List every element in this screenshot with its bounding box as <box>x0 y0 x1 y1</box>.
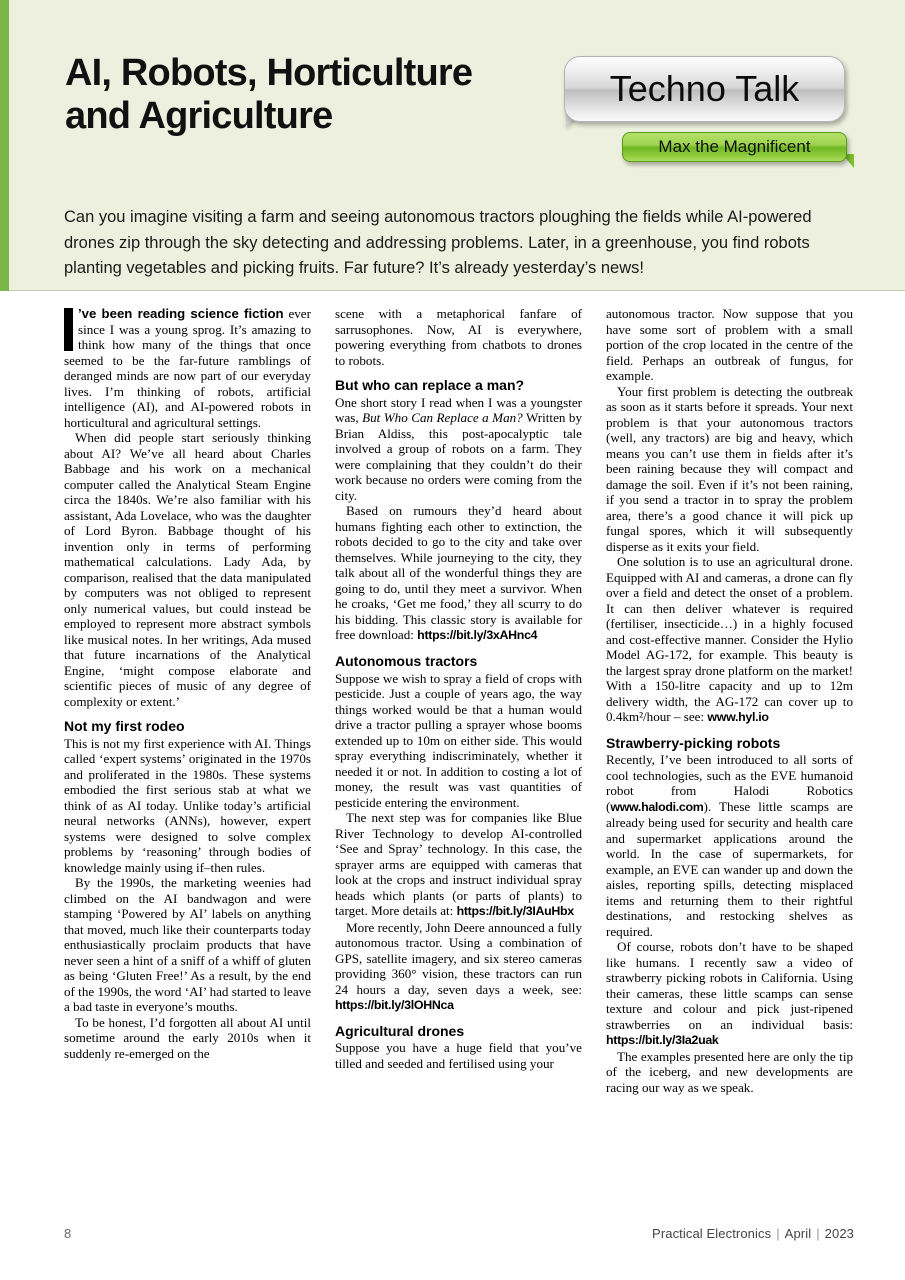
paragraph <box>606 939 853 1049</box>
footer-separator-1: | <box>776 1226 780 1241</box>
techno-talk-logo <box>556 50 852 170</box>
footer-imprint <box>652 1226 854 1241</box>
book-title: But Who Can Replace a Man? <box>362 410 523 426</box>
article-standfirst: Can you imagine visiting a farm and seeing autonomous tractors ploughing the fields while AI-powered drones zip through the sky detecting and addressing problems. Later, in a greenhouse, you find robots planting vegetables and picking fruits. Far future? It’s already yesterday’s news! <box>64 208 812 278</box>
issue-year: 2023 <box>824 1226 854 1241</box>
paragraph-text: ). These little scamps are already being used for security and health care and supermarket applications around the world. In the case of supermarkets, for example, an EVE can wander up and down the aisles, reporting spills, detecting misplaced items and returning them to their rightful destinations, and restocking shelves as required. <box>606 798 853 939</box>
lead-in-text: ’ve been reading science fiction <box>78 306 284 321</box>
paragraph <box>335 503 582 644</box>
paragraph <box>606 554 853 726</box>
article-column-3 <box>606 306 853 1206</box>
paragraph: To be honest, I’d forgotten all about AI until sometime around the early 2010s when it suddenly re-emerged on the <box>64 1014 311 1061</box>
link-bitly-strawberry[interactable]: https://bit.ly/3Ia2uak <box>606 1033 719 1048</box>
paragraph <box>335 810 582 920</box>
drop-cap-icon <box>64 308 73 351</box>
paragraph <box>335 395 582 504</box>
headline-line-1: AI, Robots, Horticulture <box>65 52 473 94</box>
page-spine-lower-mask <box>0 291 9 1280</box>
link-hylio-website[interactable]: www.hyl.io <box>707 710 769 724</box>
footer-separator-2: | <box>816 1226 820 1241</box>
headline-line-2: and Agriculture <box>65 94 333 137</box>
paragraph: Suppose we wish to spray a field of crops with pesticide. Just a couple of years ago, the way things worked would be that a human would drive a tractor pulling a sprayer whose booms extended up to 10m on either side. This would spray everything indiscriminately, whether it needed it or not. In addition to costing a lot of money, the result was vast quantities of pesticide entering the environment. <box>335 670 582 810</box>
article-body <box>64 306 854 1206</box>
section-heading-strawberry-picking-robots: Strawberry-picking robots <box>606 734 781 751</box>
paragraph <box>64 306 311 430</box>
techno-talk-label: Techno Talk <box>609 68 800 109</box>
page-number: 8 <box>64 1226 72 1241</box>
paragraph: When did people start seriously thinking about AI? We’ve all heard about Charles Babbage and his work on a mechanical computer called the Analytical Steam Engine circa the 1840s. We’re also familiar with his assistant, Ada Lovelace, who was the daughter of Lord Byron. Babbage thought of his invention only in terms of performing mathematical calculations. Lady Ada, by comparison, realised that the data manipulated by computers was not obliged to represent only numerical values, but could instead be employed to represent more abstract symbols like musical notes. In her writings, Ada mused that future incarnations of the Analytical Engine, ‘might compose elaborate and scientific pieces of music of any degree of complexity or extent.’ <box>64 430 311 709</box>
paragraph: By the 1990s, the marketing weenies had climbed on the AI bandwagon and were stamping ‘Powered by AI’ labels on anything that moved, much like their counterparts today enthusiastically proclaim products that have never seen a hint of a sniff of a whiff of gluten as being ‘Gluten Free!’ As a result, by the end of the 1990s, the word ‘AI’ had started to leave a bad taste in everyone’s mouths. <box>64 875 312 1015</box>
article-column-2 <box>335 306 582 1206</box>
paragraph: Your first problem is detecting the outbreak as soon as it starts before it spreads. Your next problem is that your autonomous tractors (well, any tractors) are big and heavy, which means you can’t use them in fields after it’s been raining because they will compact and damage the soil. Even if it’s not been raining, if you send a tractor in to spray the problem area, there’s a good chance it will pick up fungal spores, which it will subsequently disperse as it exits your field. <box>606 383 853 554</box>
paragraph <box>335 920 582 1014</box>
paragraph-text: Written by Brian Aldiss, this post-apocalyptic tale involved a group of robots on a farm. They were complaining that they couldn’t do their work because no orders were coming from the city. <box>335 410 582 503</box>
paragraph-text: Based on rumours they’d heard about humans fighting each other to extinction, the robots decided to go to the city and take over themselves. While journeying to the city, they talk about all of the wonderful things they are going to do, until they meet a survivor. When he croaks, ‘Get me food,’ they all scurry to do his bidding. This classic story is available for free download: <box>335 503 582 643</box>
section-heading-but-who-can-replace-a-man: But who can replace a man? <box>335 377 525 393</box>
paragraph <box>606 752 853 939</box>
paragraph-text: Recently, I’ve been introduced to all sorts of cool technologies, such as the EVE humanoid robot from Halodi Robotics ( <box>606 752 853 814</box>
link-halodi-website[interactable]: www.halodi.com <box>610 799 704 814</box>
paragraph: autonomous tractor. Now suppose that you have some sort of problem with a small portion of the crop located in the centre of the field. Perhaps an outbreak of fungus, for example. <box>606 306 853 383</box>
paragraph-text: Of course, robots don’t have to be shaped like humans. I recently saw a video of strawberry picking robots in California. Using their cameras, these little scamps can sense texture and colour and pick just-ripened strawberries on an individual basis: <box>606 939 853 1032</box>
paragraph-text: One solution is to use an agricultural drone. Equipped with AI and cameras, a drone can fly over a field and detect the onset of a problem. It can then deliver whatever is required (fertiliser, insecticide…) in a highly focused and cost-effective manner. Consider the Hylio Model AG-172, for example. This beauty is the largest spray drone platform on the market! With a 150-litre capacity and up to 12m delivery width, the AG-172 can cover up to 0.4km²/hour – see: <box>606 554 853 724</box>
paragraph: This is not my first experience with AI. Things called ‘expert systems’ originated in the 1970s and proliferated in the 1980s. These systems embodied the first serious stab at what we think of as AI today. Unlike today’s artificial neural networks (ANNs), however, expert systems were designed to solve complex problems by ‘reasoning’ through bodies of knowledge mainly using if–then rules. <box>64 735 311 875</box>
paragraph-text: ever since I was a young sprog. It’s amazing to think how many of the things that once seemed to be the far-future ramblings of deranged minds are now part of our everyday lives. I’m thinking of robots, artificial intelligence (AI), and AI-powered robots in horticultural and agricultural settings. <box>64 306 311 430</box>
paragraph: The examples presented here are only the tip of the iceberg, and new developments are racing our way as we speak. <box>606 1048 853 1095</box>
paragraph-text: One short story I read when I was a youngster was, <box>335 394 582 426</box>
issue-month: April <box>784 1226 812 1241</box>
link-bitly-john-deere[interactable]: https://bit.ly/3lOHNca <box>335 998 454 1013</box>
link-bitly-short-story[interactable]: https://bit.ly/3xAHnc4 <box>417 628 538 643</box>
article-column-1 <box>64 306 311 1206</box>
author-byline-badge <box>622 132 847 162</box>
article-header-band <box>0 0 905 291</box>
link-bitly-see-and-spray[interactable]: https://bit.ly/3IAuHbx <box>456 904 574 919</box>
page-title <box>65 52 565 137</box>
publication-name: Practical Electronics <box>652 1226 772 1241</box>
paragraph-text: The next step was for companies like Blue River Technology to develop AI-controlled ‘See and Spray’ technology. In this case, the sprayer arms are equipped with cameras that look at the crops and instruct individual spray heads which plants (or parts of plants) to target. More details at: <box>335 810 582 919</box>
section-heading-not-my-first-rodeo: Not my first rodeo <box>64 718 185 734</box>
paragraph: Suppose you have a huge field that you’ve tilled and seeded and fertilised using your <box>335 1040 582 1071</box>
page-footer <box>64 1226 854 1241</box>
section-heading-agricultural-drones: Agricultural drones <box>335 1022 465 1039</box>
author-name: Max the Magnificent <box>658 137 811 156</box>
paragraph-text: More recently, John Deere announced a fully autonomous tractor. Using a combination of GPS, satellite imagery, and six stereo cameras providing 360° vision, these tractors can run 24 hours a day, seven days a week, see: <box>335 919 582 997</box>
section-heading-autonomous-tractors: Autonomous tractors <box>335 652 478 669</box>
paragraph: scene with a metaphorical fanfare of sarrusophones. Now, AI is everywhere, powering everything from chatbots to drones to robots. <box>335 306 582 368</box>
